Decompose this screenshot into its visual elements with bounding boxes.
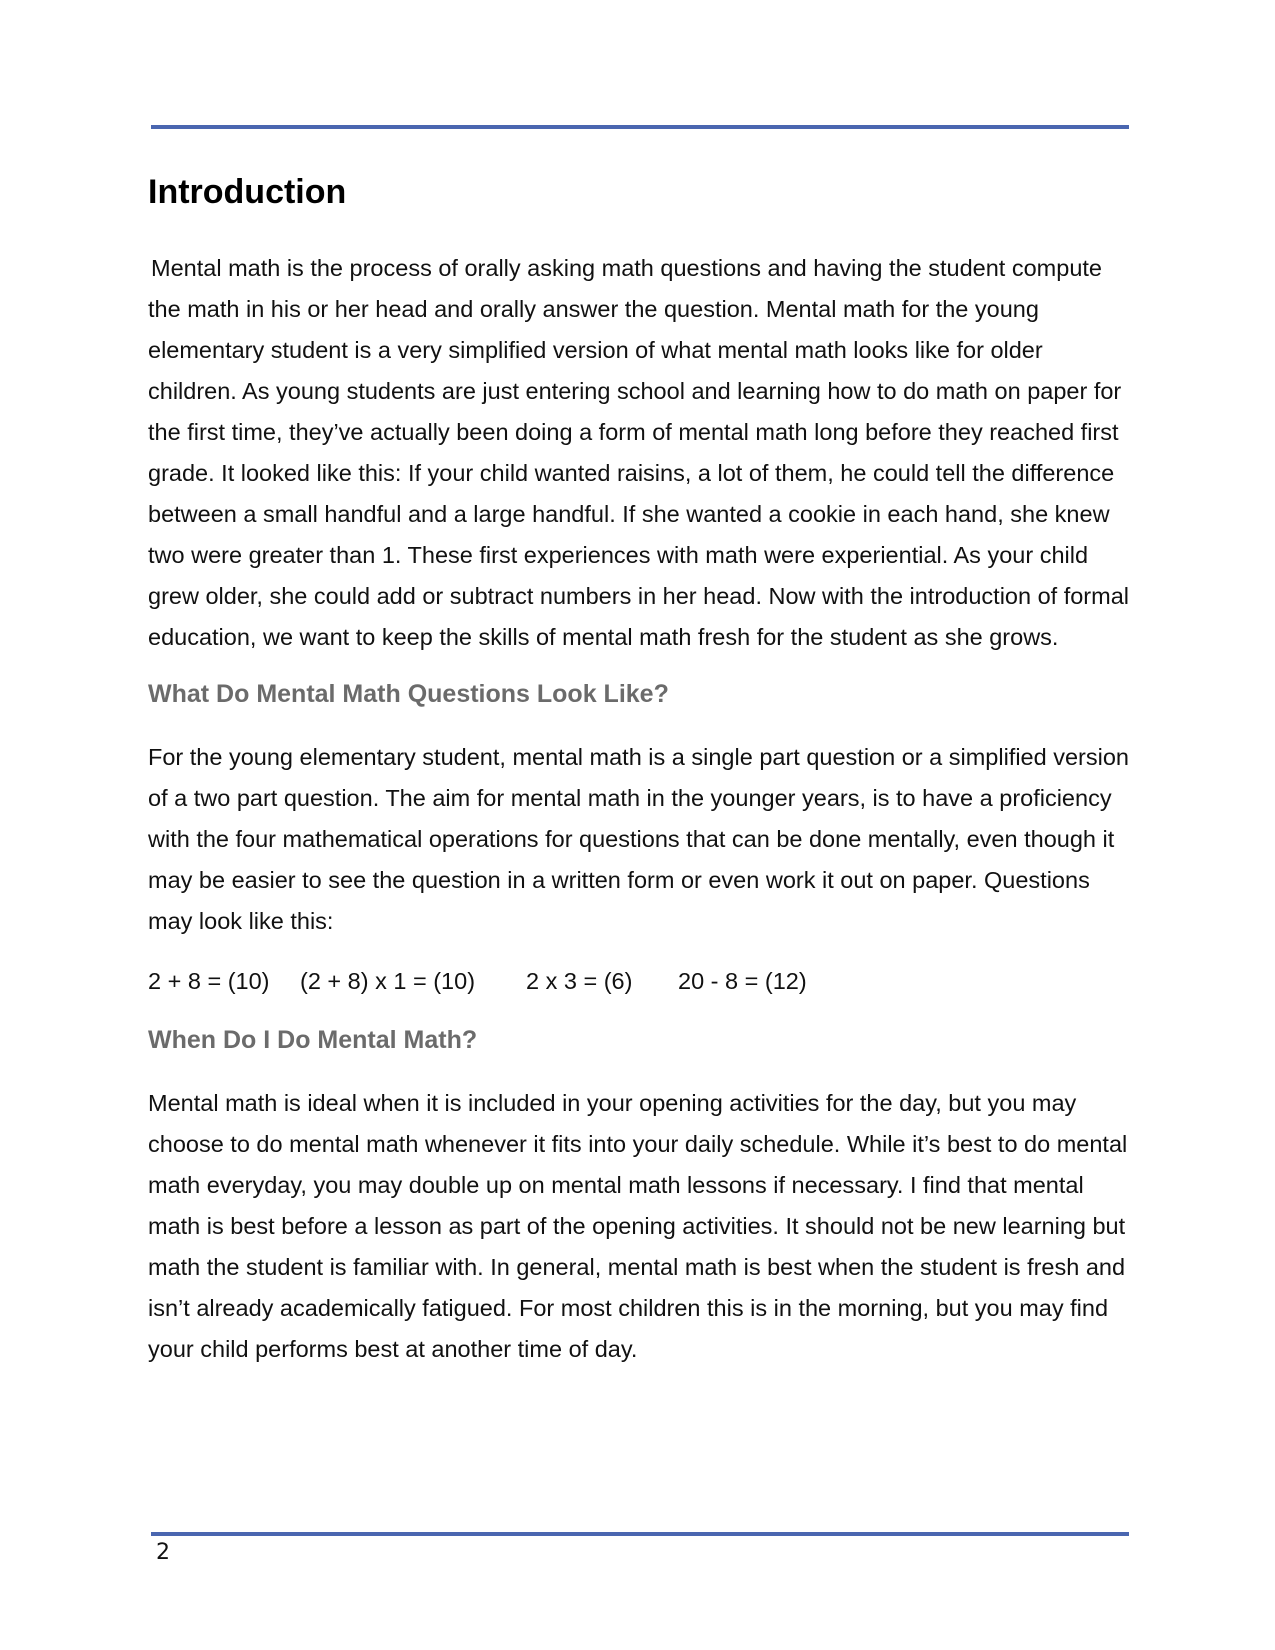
example-question: 2 x 3 = (6) [526, 968, 633, 994]
page-content [148, 168, 1133, 1370]
page-title: Introduction [148, 173, 347, 211]
footer-rule [151, 1532, 1129, 1536]
questions-heading: What Do Mental Math Questions Look Like? [148, 680, 669, 708]
page-number: 2 [156, 1540, 170, 1565]
questions-paragraph: For the young elementary student, mental math is a single part question or a simplified version of a two part question. The aim for mental math in the younger years, is to have a proficiency with the four mathematical operations for questions that can be done mentally, even though it may be easier to see the question in a written form or even work it out on paper. Questions may look like this: [148, 744, 1129, 934]
when-paragraph: Mental math is ideal when it is included in your opening activities for the day, but you may choose to do mental math whenever it fits into your daily schedule. While it’s best to do mental math everyday, you may double up on mental math lessons if necessary. I find that mental math is best before a lesson as part of the opening activities. It should not be new learning but math the student is familiar with. In general, mental math is best when the student is fresh and isn’t already academically fatigued. For most children this is in the morning, but you may find your child performs best at another time of day. [148, 1090, 1128, 1362]
introduction-text: Mental math is the process of orally asking math questions and having the student compute the math in his or her head and orally answer the question. Mental math for the young elementary student is a very simplified version of what mental math looks like for older children. As young students are just entering school and learning how to do math on paper for the first time, they’ve actually been doing a form of mental math long before they reached first grade. It looked like this: If your child wanted raisins, a lot of them, he could tell the difference between a small handful and a large handful. If she wanted a cookie in each hand, she knew two were greater than 1. These first experiences with math were experiential. As your child grew older, she could add or subtract numbers in her head. Now with the introduction of formal education, we want to keep the skills of mental math fresh for the student as she grows. [148, 255, 1129, 650]
example-questions [148, 964, 1133, 998]
example-question: 20 - 8 = (12) [678, 968, 807, 994]
introduction-paragraph [148, 248, 1133, 658]
example-question: 2 + 8 = (10) [148, 968, 270, 994]
header-rule [151, 125, 1129, 129]
example-question: (2 + 8) x 1 = (10) [300, 968, 476, 994]
when-heading: When Do I Do Mental Math? [148, 1026, 478, 1054]
